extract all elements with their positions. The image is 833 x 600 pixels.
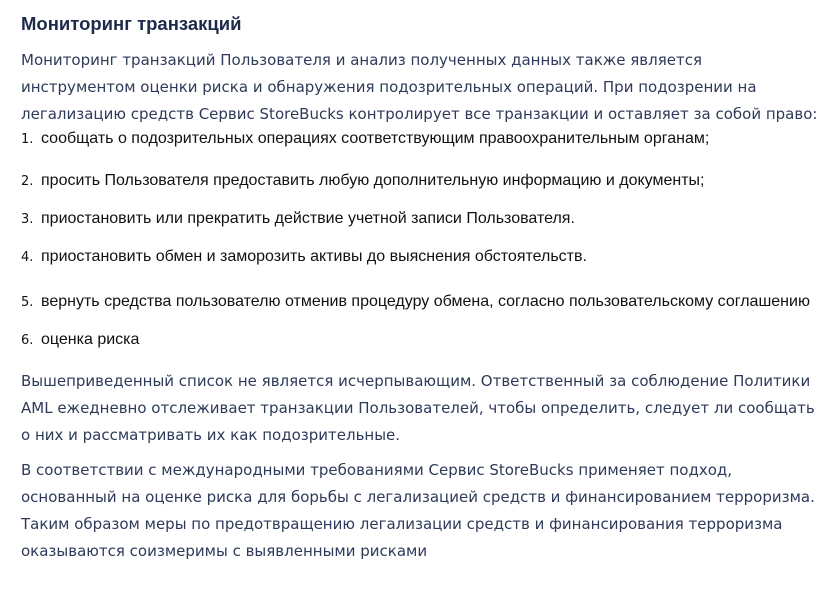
section-title: Мониторинг транзакций xyxy=(21,13,242,34)
list-item-number: 2. xyxy=(21,174,34,189)
rights-list xyxy=(21,127,821,351)
list-item-text: оценка риска xyxy=(41,331,140,348)
list-item-text: просить Пользователя предоставить любую дополнительную информацию и документы; xyxy=(41,172,705,189)
list-item-number: 1. xyxy=(21,132,34,147)
list-item xyxy=(21,207,821,230)
list-item-text: приостановить обмен и заморозить активы до выяснения обстоятельств. xyxy=(41,248,587,265)
list-item-number: 4. xyxy=(21,250,34,265)
risk-approach-paragraph: В соответствии с международными требованиями Сервис StoreBucks применяет подход, основанный на оценке риска для борьбы с легализацией средств и финансированием терроризма. Таким образом меры по предотвращению легализации средств и финансирования терроризма оказываются соизмеримы с выявленными рисками xyxy=(21,461,815,560)
list-item xyxy=(21,245,821,268)
list-item-number: 5. xyxy=(21,295,34,310)
intro-paragraph: Мониторинг транзакций Пользователя и анализ полученных данных также является инструментом оценки риска и обнаружения подозрительных операций. При подозрении на легализацию средств Сервис StoreBucks контролирует все транзакции и оставляет за собой право: xyxy=(21,51,818,123)
list-item xyxy=(21,328,821,351)
list-item-number: 3. xyxy=(21,212,34,227)
list-item xyxy=(21,290,821,313)
list-item xyxy=(21,169,821,192)
list-item-number: 6. xyxy=(21,333,34,348)
summary-paragraph: Вышеприведенный список не является исчерпывающим. Ответственный за соблюдение Политики AML ежедневно отслеживает транзакции Пользователей, чтобы определить, следует ли сообщать о них и рассматривать их как подозрительные. xyxy=(21,372,815,444)
list-item-text: приостановить или прекратить действие учетной записи Пользователя. xyxy=(41,210,575,227)
list-item-text: сообщать о подозрительных операциях соответствующим правоохранительным органам; xyxy=(41,130,710,147)
list-item xyxy=(21,127,821,150)
list-item-text: вернуть средства пользователю отменив процедуру обмена, согласно пользовательскому соглашению xyxy=(41,293,810,310)
